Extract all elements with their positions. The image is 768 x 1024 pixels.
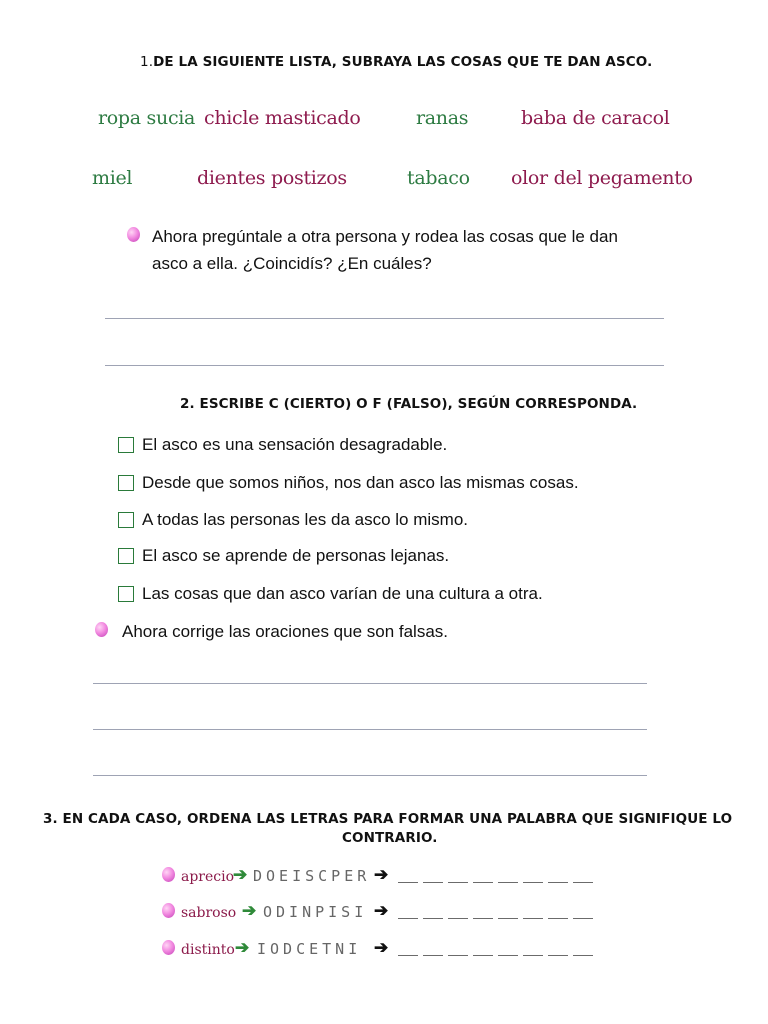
word-baba-de-caracol[interactable]: baba de caracol	[521, 107, 670, 129]
answer-line[interactable]	[93, 729, 647, 730]
scrambled-letters: ODINPISI	[263, 903, 368, 921]
section3-title-line1: 3. EN CADA CASO, ORDENA LAS LETRAS PARA FORMAR UNA PALABRA QUE SIGNIFIQUE LO	[43, 811, 733, 827]
answer-line[interactable]	[105, 365, 664, 366]
arrow-right-icon: ➔	[374, 865, 389, 884]
word-ropa-sucia[interactable]: ropa sucia	[98, 107, 196, 129]
arrow-right-icon: ➔	[235, 938, 250, 957]
section2-title: 2. ESCRIBE C (CIERTO) O F (FALSO), SEGÚN CORRESPONDA.	[180, 396, 638, 412]
section2-instruction: Ahora corrige las oraciones que son falsas.	[122, 622, 449, 641]
checkbox-statement-4[interactable]	[118, 548, 134, 564]
word-distinto: distinto	[181, 942, 235, 958]
word-chicle-masticado[interactable]: chicle masticado	[204, 107, 361, 129]
word-ranas[interactable]: ranas	[416, 107, 469, 129]
answer-line[interactable]	[105, 318, 664, 319]
section1-instruction-line2: asco a ella. ¿Coincidís? ¿En cuáles?	[152, 254, 432, 273]
arrow-right-icon: ➔	[233, 865, 248, 884]
statement-4: El asco se aprende de personas lejanas.	[142, 546, 450, 565]
bullet-icon	[162, 903, 175, 918]
statement-5: Las cosas que dan asco varían de una cultura a otra.	[142, 584, 543, 603]
word-miel[interactable]: miel	[92, 167, 133, 189]
section3-title-line2: CONTRARIO.	[342, 830, 438, 846]
word-sabroso: sabroso	[181, 905, 237, 921]
word-olor-del-pegamento[interactable]: olor del pegamento	[511, 167, 693, 189]
checkbox-statement-1[interactable]	[118, 437, 134, 453]
word-tabaco[interactable]: tabaco	[407, 167, 470, 189]
arrow-right-icon: ➔	[242, 901, 257, 920]
answer-blanks[interactable]	[398, 918, 593, 919]
statement-2: Desde que somos niños, nos dan asco las mismas cosas.	[142, 473, 579, 492]
checkbox-statement-2[interactable]	[118, 475, 134, 491]
checkbox-statement-3[interactable]	[118, 512, 134, 528]
bullet-icon	[162, 940, 175, 955]
answer-blanks[interactable]	[398, 882, 593, 883]
checkbox-statement-5[interactable]	[118, 586, 134, 602]
arrow-right-icon: ➔	[374, 938, 389, 957]
section1-heading	[140, 54, 652, 70]
answer-line[interactable]	[93, 775, 647, 776]
word-dientes-postizos[interactable]: dientes postizos	[197, 167, 347, 189]
bullet-icon	[162, 867, 175, 882]
word-aprecio: aprecio	[181, 869, 235, 885]
answer-line[interactable]	[93, 683, 647, 684]
answer-blanks[interactable]	[398, 955, 593, 956]
section1-number: 1.	[140, 54, 154, 70]
bullet-icon	[95, 622, 108, 637]
scrambled-letters: DOEISCPER	[253, 867, 371, 885]
bullet-icon	[127, 227, 140, 242]
scrambled-letters: IODCETNI	[257, 940, 362, 958]
statement-3: A todas las personas les da asco lo mismo.	[142, 510, 468, 529]
arrow-right-icon: ➔	[374, 901, 389, 920]
section1-title: DE LA SIGUIENTE LISTA, SUBRAYA LAS COSAS QUE TE DAN ASCO.	[153, 54, 653, 70]
statement-1: El asco es una sensación desagradable.	[142, 435, 448, 454]
section1-instruction-line1: Ahora pregúntale a otra persona y rodea las cosas que le dan	[152, 227, 618, 246]
